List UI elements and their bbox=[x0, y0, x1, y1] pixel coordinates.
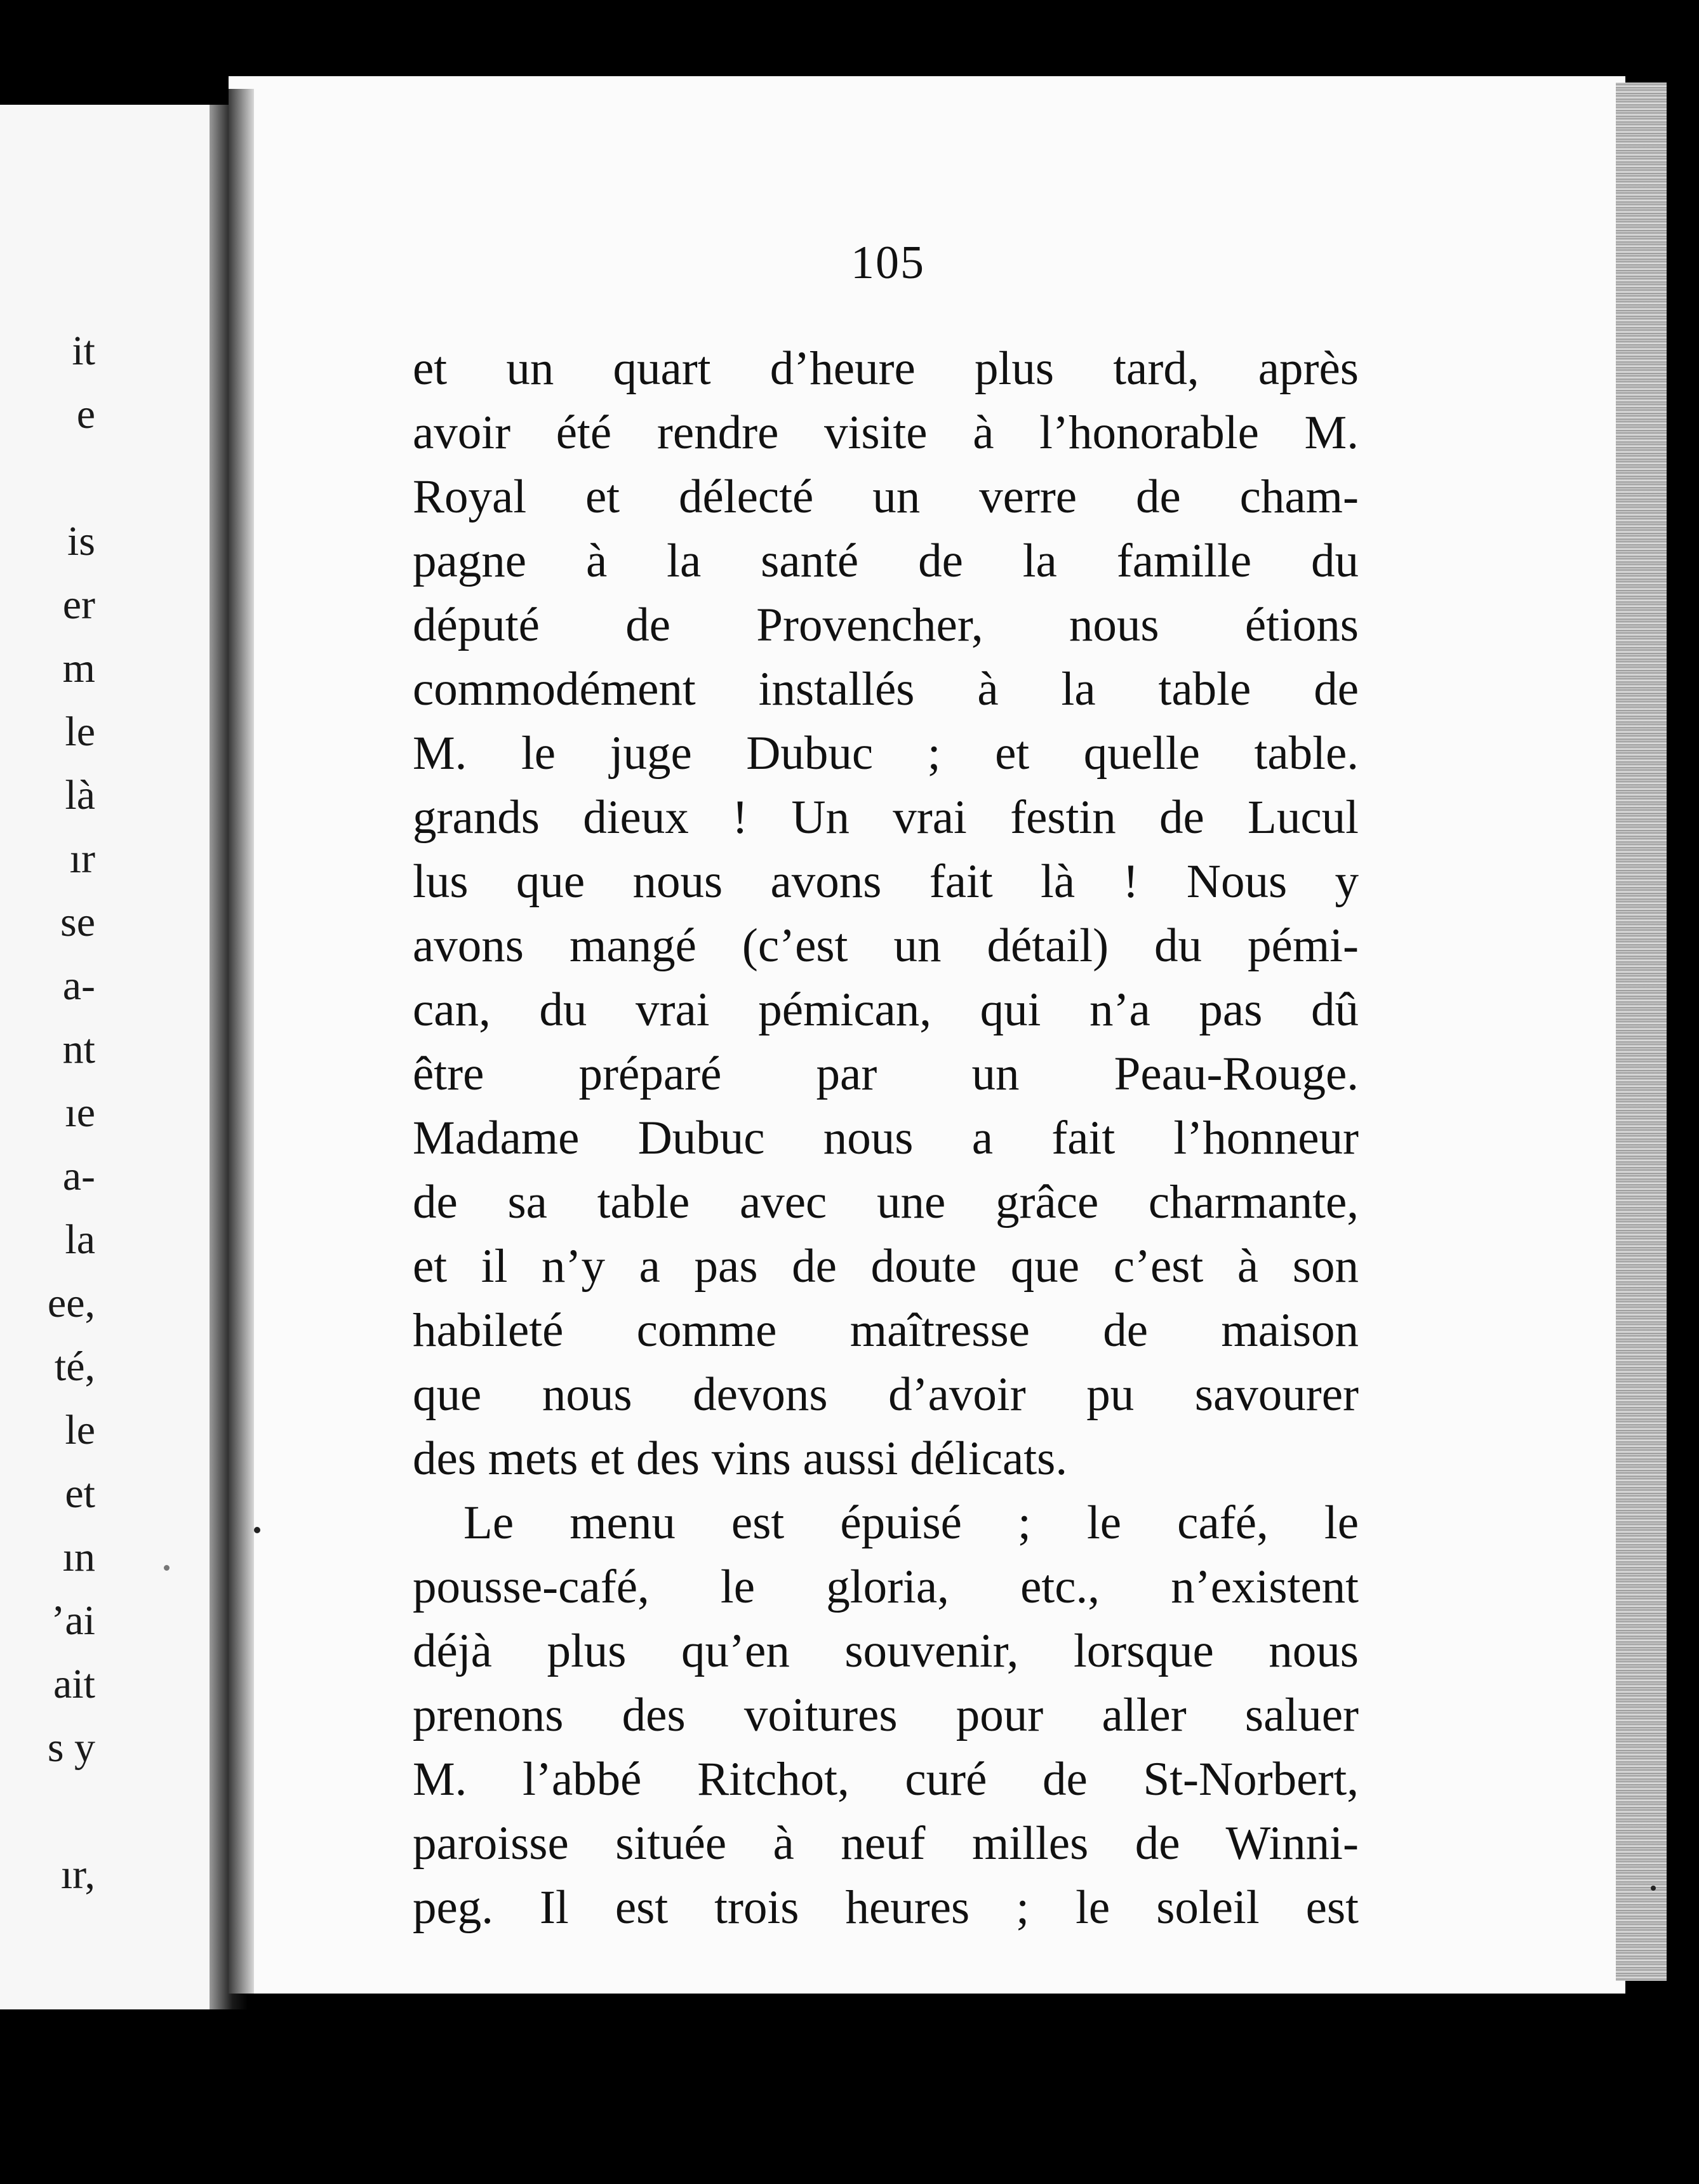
text-line: Royal et délecté un verre de cham- bbox=[413, 470, 1359, 523]
left-fragment: ıe bbox=[65, 1089, 95, 1136]
text-line: commodément installés à la table de bbox=[413, 663, 1359, 716]
left-fragment: ait bbox=[53, 1661, 95, 1707]
text-line: habileté comme maîtresse de maison bbox=[413, 1304, 1359, 1357]
page-edge-stack bbox=[1616, 83, 1667, 1981]
body-text bbox=[413, 336, 1359, 1940]
left-fragment: té, bbox=[54, 1343, 95, 1390]
left-fragment: er bbox=[62, 582, 95, 628]
text-line: prenons des voitures pour aller saluer bbox=[413, 1689, 1359, 1741]
left-fragment: ee, bbox=[47, 1280, 95, 1326]
text-line: avoir été rendre visite à l’honorable M. bbox=[413, 406, 1359, 459]
text-line: déjà plus qu’en souvenir, lorsque nous bbox=[413, 1625, 1359, 1677]
text-line: peg. Il est trois heures ; le soleil est bbox=[413, 1881, 1359, 1934]
left-fragment: ın bbox=[62, 1534, 95, 1580]
left-fragment: ır bbox=[69, 836, 95, 882]
scan-speck bbox=[254, 1527, 260, 1533]
page-spine-shadow bbox=[229, 89, 254, 1994]
left-fragment: se bbox=[60, 899, 95, 945]
left-fragment: m bbox=[62, 645, 95, 691]
left-fragment: ır, bbox=[60, 1851, 95, 1898]
text-line: grands dieux ! Un vrai festin de Lucul bbox=[413, 791, 1359, 844]
text-line: paroisse située à neuf milles de Winni- bbox=[413, 1817, 1359, 1870]
text-line: des mets et des vins aussi délicats. bbox=[413, 1432, 1068, 1485]
text-line: lus que nous avons fait là ! Nous y bbox=[413, 855, 1359, 908]
text-line: pousse-café, le gloria, etc., n’existent bbox=[413, 1561, 1359, 1613]
text-line: avons mangé (c’est un détail) du pémi- bbox=[413, 919, 1359, 972]
text-line: can, du vrai pémican, qui n’a pas dû bbox=[413, 983, 1359, 1036]
text-line: M. le juge Dubuc ; et quelle table. bbox=[413, 727, 1359, 780]
previous-page bbox=[0, 105, 222, 2009]
left-fragment: a- bbox=[62, 962, 95, 1009]
left-fragment: le bbox=[65, 1407, 95, 1453]
text-line: député de Provencher, nous étions bbox=[413, 599, 1359, 651]
left-fragment: a- bbox=[62, 1153, 95, 1199]
left-fragment: it bbox=[72, 328, 95, 374]
left-fragment: nt bbox=[62, 1026, 95, 1072]
scan-speck bbox=[1651, 1886, 1656, 1891]
text-line: que nous devons d’avoir pu savourer bbox=[413, 1368, 1359, 1421]
page-number: 105 bbox=[851, 237, 925, 289]
text-line: et un quart d’heure plus tard, après bbox=[413, 342, 1359, 395]
left-fragment: et bbox=[65, 1470, 95, 1517]
text-line: de sa table avec une grâce charmante, bbox=[413, 1176, 1359, 1228]
scan-speck bbox=[164, 1565, 170, 1571]
text-line: M. l’abbé Ritchot, curé de St-Norbert, bbox=[413, 1753, 1359, 1806]
text-line: Madame Dubuc nous a fait l’honneur bbox=[413, 1112, 1359, 1164]
left-fragment: s y bbox=[47, 1724, 95, 1771]
text-line: Le menu est épuisé ; le café, le bbox=[463, 1496, 1359, 1549]
left-fragment: is bbox=[67, 518, 95, 564]
left-fragment: ’ai bbox=[51, 1597, 95, 1644]
left-fragment: le bbox=[65, 709, 95, 755]
left-fragment: e bbox=[76, 391, 95, 437]
text-line: être préparé par un Peau-Rouge. bbox=[413, 1048, 1359, 1100]
left-fragment: la bbox=[65, 1216, 95, 1263]
text-line: pagne à la santé de la famille du bbox=[413, 535, 1359, 587]
text-line: et il n’y a pas de doute que c’est à son bbox=[413, 1240, 1359, 1293]
left-fragment: là bbox=[65, 772, 95, 818]
